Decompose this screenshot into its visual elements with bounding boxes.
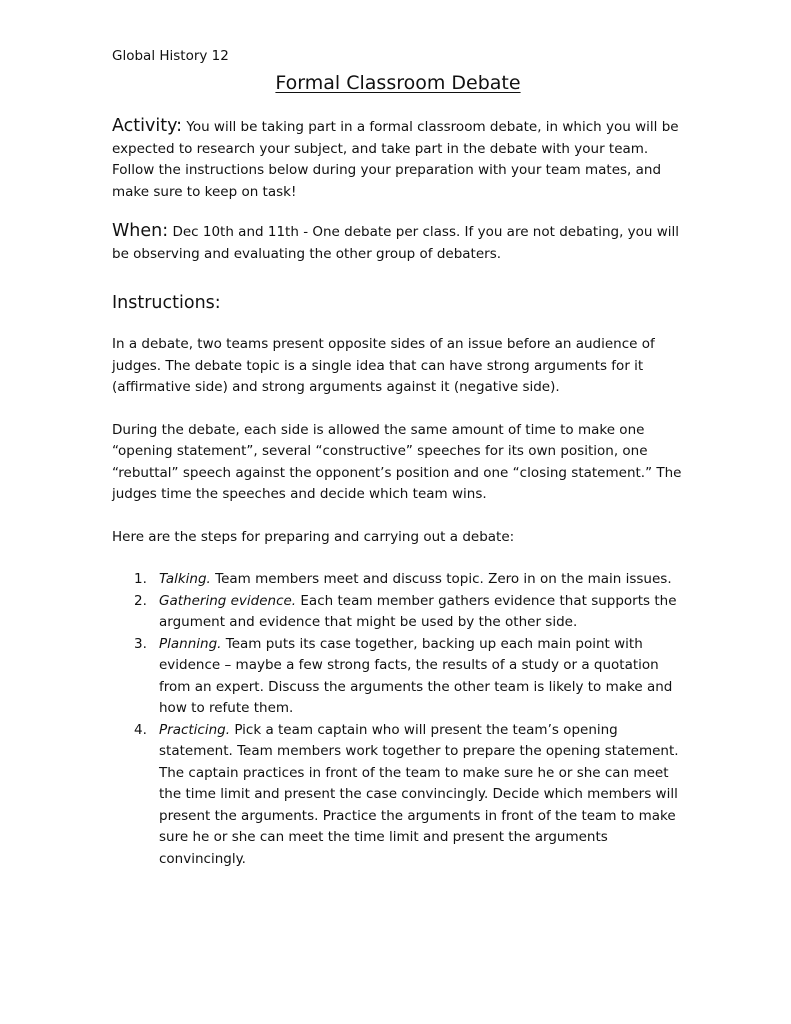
step-term: Practicing. xyxy=(159,721,231,738)
step-text: Team puts its case together, backing up each main point with evidence – maybe a few strong facts, the results of a study or a quotation from an expert. Discuss the arguments the other team is likely to make and how to refute them. xyxy=(159,635,673,716)
step-number: 1. xyxy=(134,571,147,587)
step-text: Each team member gathers evidence that supports the argument and evidence that might be used by the other side. xyxy=(159,592,677,630)
when-text: Dec 10th and 11th - One debate per class. If you are not debating, you will be observing and evaluating the other group of debaters. xyxy=(112,224,680,262)
instructions-paragraph-steps-intro: Here are the steps for preparing and carrying out a debate: xyxy=(112,528,515,545)
instructions-heading: Instructions: xyxy=(112,293,221,313)
document-page xyxy=(112,46,684,870)
step-number: 2. xyxy=(134,592,147,609)
instructions-paragraph-debate-overview: In a debate, two teams present opposite sides of an issue before an audience of judges. The debate topic is a single idea that can have strong arguments for it (affirmative side) and strong arguments against it (negative side). xyxy=(112,336,655,395)
document-title: Formal Classroom Debate xyxy=(275,72,521,94)
step-text: Pick a team captain who will present the team’s opening statement. Team members work together to prepare the opening statement. The captain practices in front of the team to make sure he or she can meet the time limit and present the case convincingly. Decide which members will present the arguments. Practice the arguments in front of the team to make sure he or she can meet the time limit and present the arguments convincingly. xyxy=(159,721,679,867)
step-term: Gathering evidence. xyxy=(159,592,297,609)
when-label: When: xyxy=(112,221,169,241)
steps-list xyxy=(112,569,684,870)
activity-section xyxy=(112,116,684,203)
activity-label: Activity: xyxy=(112,116,183,136)
step-term: Talking. xyxy=(159,571,211,587)
instructions-paragraph-debate-format: During the debate, each side is allowed the same amount of time to make one “opening statement”, several “constructive” speeches for its own position, one “rebuttal” speech against the opponent’s position and one “closing statement.” The judges time the speeches and decide which team wins. xyxy=(112,421,682,502)
list-item xyxy=(112,634,684,720)
step-number: 4. xyxy=(134,721,147,738)
course-name: Global History 12 xyxy=(112,48,229,64)
step-number: 3. xyxy=(134,635,147,652)
list-item xyxy=(112,569,684,591)
list-item xyxy=(112,720,684,871)
when-section xyxy=(112,221,684,265)
list-item xyxy=(112,591,684,634)
step-text: Team members meet and discuss topic. Zero in on the main issues. xyxy=(215,571,672,587)
activity-text: You will be taking part in a formal classroom debate, in which you will be expected to research your subject, and take part in the debate with your team. Follow the instructions below during your preparation with your team mates, and make sure to keep on task! xyxy=(112,119,679,200)
step-term: Planning. xyxy=(159,635,222,652)
